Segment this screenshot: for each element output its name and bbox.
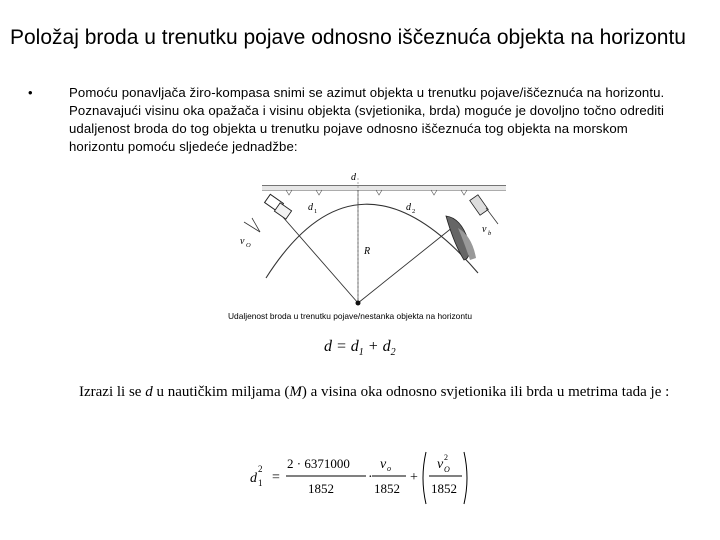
label-R: R	[364, 246, 371, 257]
eq2-equals: =	[272, 470, 280, 485]
slide-title: Položaj broda u trenutku pojave odnosno iščeznuća objekta na horizontu	[10, 26, 686, 49]
eq1-term2: d	[382, 338, 391, 355]
bullet-dot: •	[28, 85, 33, 100]
eq1-term2-sub: 2	[390, 347, 396, 359]
note-M: M	[289, 384, 302, 400]
eq2-lhs-sup: 2	[258, 464, 263, 474]
eq2-den2: 1852	[374, 481, 400, 496]
horizon-diagram	[226, 168, 526, 323]
note-part2: u nautičkim miljama (	[152, 384, 290, 400]
units-note	[79, 382, 679, 402]
eq2-num2-sub: o	[387, 464, 391, 473]
eq1-term1: d	[350, 338, 359, 355]
equation-distance-sum	[324, 338, 396, 358]
label-d: d	[351, 172, 356, 183]
eq2-den1: 1852	[308, 481, 334, 496]
eq2-num1: 2 · 6371000	[287, 456, 350, 471]
equation-distance-formula	[250, 448, 470, 508]
label-d2: d	[406, 202, 411, 213]
label-d1: d	[308, 202, 313, 213]
label-vo: v	[240, 236, 245, 247]
bullet-text: Pomoću ponavljača žiro-kompasa snimi se azimut objekta u trenutku pojave/iščeznuća na horizontu. Poznavajući visinu oka opažača i visinu objekta (svjetionika, brda) moguće je dovoljno točno odrediti udaljenost broda do tog objekta u trenutku pojave odnosno iščeznuća tog objekta na morskom horizontu pomoću sljedeće jednadžbe:	[69, 85, 665, 154]
label-vo-sub: O	[246, 242, 251, 249]
eq2-plus: +	[410, 470, 418, 485]
eq1-lhs: d	[324, 338, 332, 355]
figure-caption: Udaljenost broda u trenutku pojave/nestanka objekta na horizontu	[228, 311, 472, 321]
eq2-num3-sub: O	[444, 465, 450, 474]
eq2-num2: v	[380, 457, 387, 472]
note-part1: Izrazi li se	[79, 384, 146, 400]
label-d2-sub: 2	[412, 208, 416, 215]
label-vb: v	[482, 224, 487, 235]
eq2-lhs: d	[250, 471, 257, 486]
eq1-plus: +	[363, 338, 383, 355]
eq2-dot: ·	[368, 470, 373, 485]
eq1-term1-sub: 1	[358, 347, 364, 359]
note-d: d	[145, 384, 153, 400]
label-vb-sub: b	[488, 230, 492, 237]
eq2-lhs-sub: 1	[258, 478, 263, 488]
note-part3: ) a visina oka odnosno svjetionika ili brda u metrima tada je :	[301, 384, 670, 400]
eq2-num3: v	[437, 457, 444, 472]
eq1-equals: =	[332, 338, 351, 355]
eq2-num3-sup: 2	[444, 453, 448, 462]
label-d1-sub: 1	[314, 208, 318, 215]
eq2-den3: 1852	[431, 481, 457, 496]
